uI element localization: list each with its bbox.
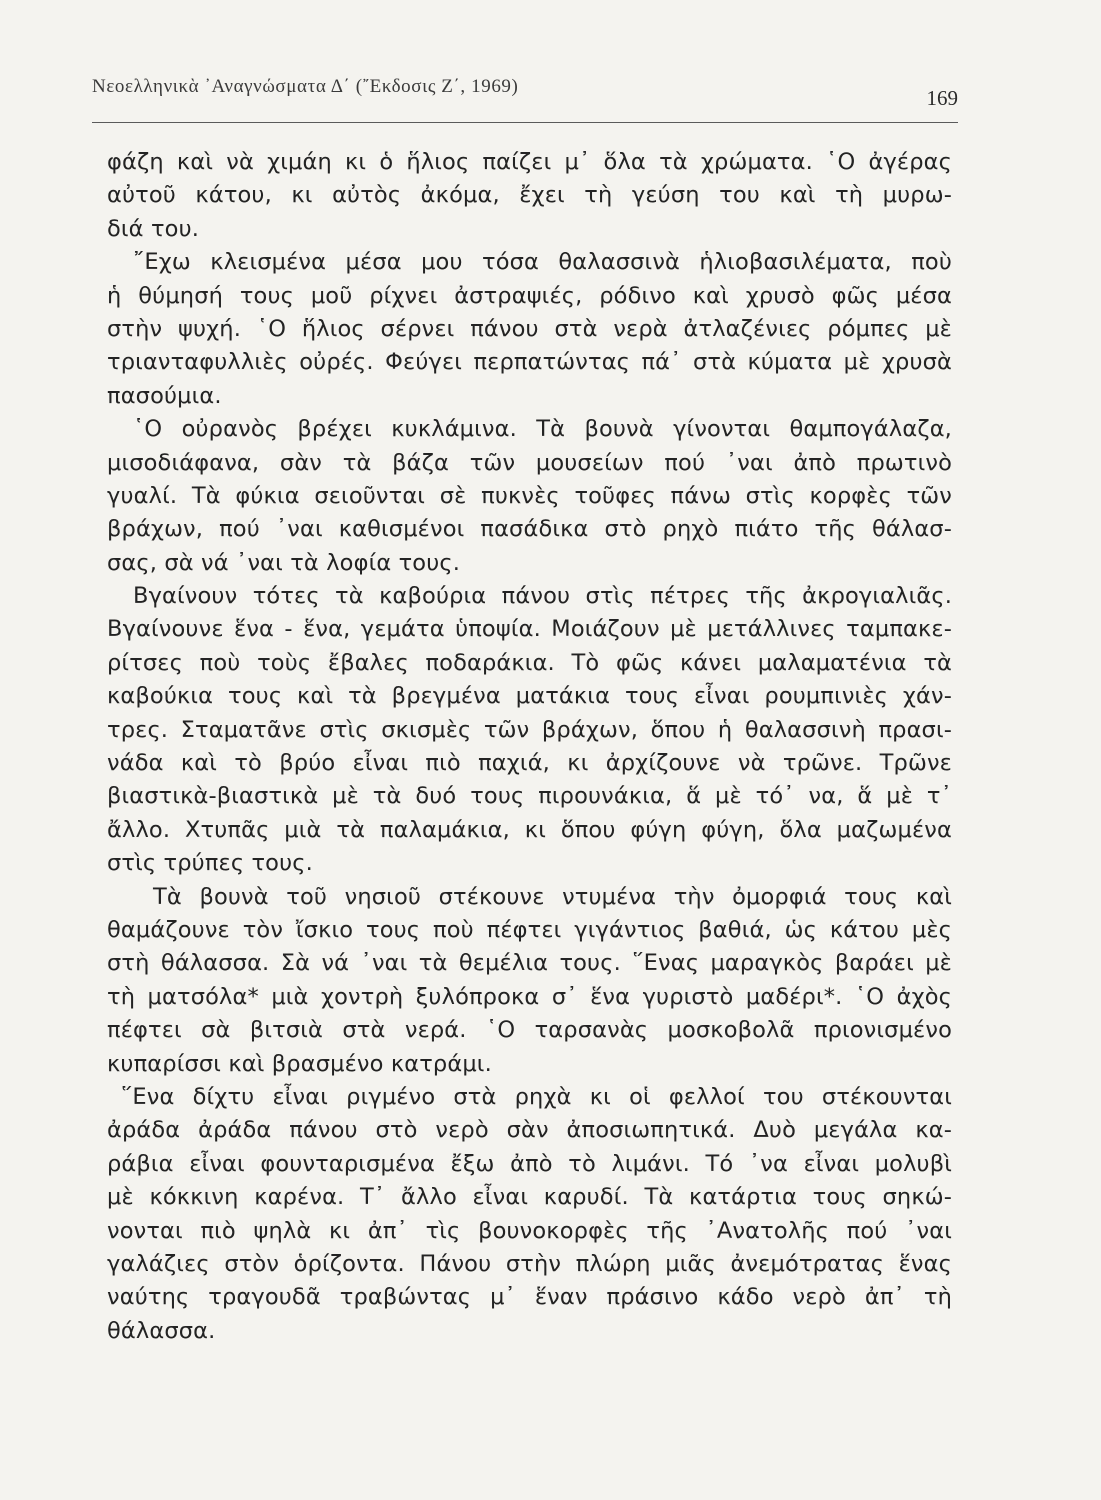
- text-line: μὲ κόκκινη καρένα. Τ᾿ ἄλλο εἶναι καρυδί. Τὰ κατάρτια τους σηκώ-: [107, 1184, 952, 1211]
- text-line: ρίτσες ποὺ τοὺς ἔβαλες ποδαράκια. Τὸ φῶς κάνει μαλαματένια τὰ: [107, 649, 952, 676]
- text-line: θαμάζουνε τὸν ἴσκιο τους ποὺ πέφτει γιγάντιος βαθιά, ὡς κάτου μὲς: [107, 916, 952, 943]
- text-line: ῞Ενα δίχτυ εἶναι ριγμένο στὰ ρηχὰ κι οἱ φελλοί του στέκουνται: [121, 1083, 952, 1110]
- text-line: γυαλί. Τὰ φύκια σειοῦνται σὲ πυκνὲς τοῦφες πάνω στὶς κορφὲς τῶν: [107, 482, 952, 509]
- text-line: ῎Εχω κλεισμένα μέσα μου τόσα θαλασσινὰ ἡλιοβασιλέματα, ποὺ: [133, 249, 952, 276]
- text-line: Βγαίνουνε ἕνα - ἕνα, γεμάτα ὑποψία. Μοιάζουν μὲ μετάλλινες ταμπακε-: [107, 616, 952, 643]
- text-line: ἀράδα ἀράδα πάνου στὸ νερὸ σὰν ἀποσιωπητικά. Δυὸ μεγάλα κα-: [107, 1117, 952, 1144]
- text-line: ἄλλο. Χτυπᾶς μιὰ τὰ παλαμάκια, κι ὅπου φύγη φύγη, ὅλα μαζωμένα: [107, 816, 952, 843]
- header-rule: [92, 122, 958, 123]
- text-line: ῾Ο οὐρανὸς βρέχει κυκλάμινα. Τὰ βουνὰ γίνονται θαμπογάλαζα,: [133, 416, 952, 443]
- text-line: γαλάζιες στὸν ὁρίζοντα. Πάνου στὴν πλώρη μιᾶς ἀνεμότρατας ἕνας: [107, 1250, 952, 1277]
- text-line: Τὰ βουνὰ τοῦ νησιοῦ στέκουνε ντυμένα τὴν ὀμορφιά τους καὶ: [153, 883, 952, 910]
- text-line: θάλασσα.: [107, 1317, 216, 1344]
- text-line: φάζη καὶ νὰ χιμάη κι ὁ ἥλιος παίζει μ᾿ ὅλα τὰ χρώματα. ῾Ο ἀγέρας: [107, 149, 952, 175]
- text-line: στὴν ψυχή. ῾Ο ἥλιος σέρνει πάνου στὰ νερὰ ἀτλαζένιες ρόμπες μὲ: [107, 315, 952, 342]
- text-line: βράχων, πού ᾿ναι καθισμένοι πασάδικα στὸ ρηχὸ πιάτο τῆς θάλασ-: [107, 516, 952, 543]
- running-title: Νεοελληνικὰ ᾿Αναγνώσματα Δ΄ (῎Εκδοσις Ζ΄, 1969): [92, 76, 519, 97]
- text-line: κυπαρίσσι καὶ βρασμένο κατράμι.: [107, 1050, 492, 1077]
- text-line: νονται πιὸ ψηλὰ κι ἀπ᾿ τὶς βουνοκορφὲς τῆς ᾿Ανατολῆς πού ᾿ναι: [107, 1217, 952, 1244]
- text-line: βιαστικὰ-βιαστικὰ μὲ τὰ δυό τους πιρουνάκια, ἅ μὲ τό᾿ να, ἅ μὲ τ᾿: [107, 783, 952, 810]
- text-line: μισοδιάφανα, σὰν τὰ βάζα τῶν μουσείων πού ᾿ναι ἀπὸ πρωτινὸ: [107, 449, 952, 476]
- text-line: στὶς τρύπες τους.: [107, 850, 313, 877]
- text-line: ράβια εἶναι φουνταρισμένα ἔξω ἀπὸ τὸ λιμάνι. Τό ᾿να εἶναι μολυβὶ: [107, 1150, 952, 1177]
- text-line: διά του.: [107, 215, 200, 242]
- text-line: στὴ θάλασσα. Σὰ νά ᾿ναι τὰ θεμέλια τους. ῞Ενας μαραγκὸς βαράει μὲ: [107, 950, 952, 977]
- body-text: [107, 146, 952, 1348]
- text-line: νάδα καὶ τὸ βρύο εἶναι πιὸ παχιά, κι ἀρχίζουνε νὰ τρῶνε. Τρῶνε: [107, 750, 952, 777]
- text-line: Βγαίνουν τότες τὰ καβούρια πάνου στὶς πέτρες τῆς ἀκρογιαλιᾶς.: [133, 583, 952, 610]
- text-line: πέφτει σὰ βιτσιὰ στὰ νερά. ῾Ο ταρσανὰς μοσκοβολᾶ πριονισμένο: [107, 1017, 952, 1044]
- text-line: τρες. Σταματᾶνε στὶς σκισμὲς τῶν βράχων, ὅπου ἡ θαλασσινὴ πρασι-: [107, 716, 952, 743]
- text-line: σας, σὰ νά ᾿ναι τὰ λοφία τους.: [107, 549, 461, 576]
- text-line: ναύτης τραγουδᾶ τραβώντας μ᾿ ἕναν πράσινο κάδο νερὸ ἀπ᾿ τὴ: [107, 1284, 952, 1311]
- text-line: τὴ ματσόλα* μιὰ χοντρὴ ξυλόπροκα σ᾿ ἕνα γυριστὸ μαδέρι*. ῾Ο ἀχὸς: [107, 983, 952, 1010]
- text-line: πασούμια.: [107, 382, 222, 409]
- running-header: [92, 70, 958, 110]
- text-line: καβούκια τους καὶ τὰ βρεγμένα ματάκια τους εἶναι ρουμπινιὲς χάν-: [107, 683, 952, 710]
- text-line: ἡ θύμησή τους μοῦ ρίχνει ἀστραψιές, ρόδινο καὶ χρυσὸ φῶς μέσα: [107, 282, 952, 309]
- text-line: τριανταφυλλιὲς οὐρές. Φεύγει περπατώντας πά᾿ στὰ κύματα μὲ χρυσὰ: [107, 349, 952, 376]
- page-number: 169: [926, 86, 958, 110]
- text-line: αὐτοῦ κάτου, κι αὐτὸς ἀκόμα, ἔχει τὴ γεύση του καὶ τὴ μυρω-: [107, 182, 952, 209]
